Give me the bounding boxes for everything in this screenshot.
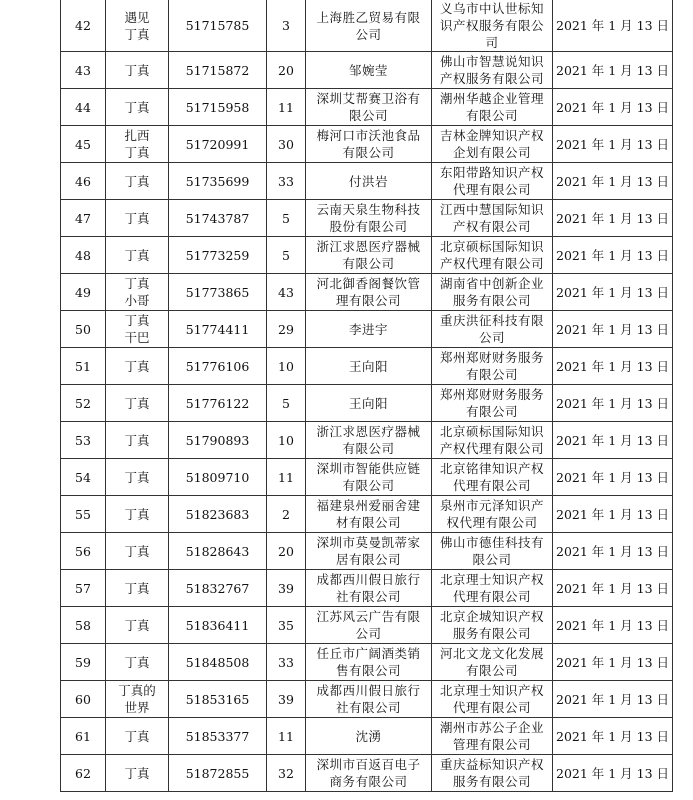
registration-number-cell: 51720991: [169, 126, 267, 163]
registration-number-cell: 51872855: [169, 755, 267, 792]
applicant-cell: 深圳艾帮赛卫浴有 限公司: [306, 89, 432, 126]
applicant-cell: 成都西川假日旅行 社有限公司: [306, 681, 432, 718]
agency-cell: 佛山市德佳科技有 限公司: [432, 533, 553, 570]
date-cell: 2021 年 1 月 13 日: [553, 496, 673, 533]
applicant-cell: 浙江求恩医疗器械 有限公司: [306, 422, 432, 459]
trademark-name-cell: 丁真: [106, 533, 169, 570]
class-cell: 43: [267, 274, 306, 311]
table-row: [61, 52, 673, 89]
trademark-name-cell: 丁真: [106, 718, 169, 755]
row-number-cell: 48: [61, 237, 106, 274]
table-row: [61, 348, 673, 385]
applicant-cell: 深圳市莫曼凯蒂家 居有限公司: [306, 533, 432, 570]
row-number-cell: 49: [61, 274, 106, 311]
registration-number-cell: 51809710: [169, 459, 267, 496]
table-row: [61, 570, 673, 607]
date-cell: 2021 年 1 月 13 日: [553, 200, 673, 237]
table-row: [61, 126, 673, 163]
class-cell: 11: [267, 718, 306, 755]
applicant-cell: 深圳市百返百电子 商务有限公司: [306, 755, 432, 792]
date-cell: 2021 年 1 月 13 日: [553, 681, 673, 718]
agency-cell: 湖南省中创新企业 服务有限公司: [432, 274, 553, 311]
class-cell: 5: [267, 237, 306, 274]
row-number-cell: 46: [61, 163, 106, 200]
row-number-cell: 56: [61, 533, 106, 570]
date-cell: 2021 年 1 月 13 日: [553, 459, 673, 496]
agency-cell: 佛山市智慧说知识 产权服务有限公司: [432, 52, 553, 89]
date-cell: 2021 年 1 月 13 日: [553, 755, 673, 792]
agency-cell: 郑州郑财财务服务 有限公司: [432, 348, 553, 385]
class-cell: 29: [267, 311, 306, 348]
registration-number-cell: 51715958: [169, 89, 267, 126]
applicant-cell: 邹婉莹: [306, 52, 432, 89]
class-cell: 20: [267, 533, 306, 570]
row-number-cell: 55: [61, 496, 106, 533]
row-number-cell: 43: [61, 52, 106, 89]
row-number-cell: 57: [61, 570, 106, 607]
trademark-name-cell: 丁真: [106, 52, 169, 89]
table-row: [61, 681, 673, 718]
agency-cell: 北京硕标国际知识 产权代理有限公司: [432, 422, 553, 459]
trademark-name-cell: 丁真: [106, 200, 169, 237]
row-number-cell: 50: [61, 311, 106, 348]
class-cell: 30: [267, 126, 306, 163]
applicant-cell: 浙江求恩医疗器械 有限公司: [306, 237, 432, 274]
class-cell: 39: [267, 570, 306, 607]
trademark-name-cell: 丁真: [106, 755, 169, 792]
date-cell: 2021 年 1 月 13 日: [553, 533, 673, 570]
class-cell: 33: [267, 163, 306, 200]
row-number-cell: 45: [61, 126, 106, 163]
registration-number-cell: 51735699: [169, 163, 267, 200]
date-cell: 2021 年 1 月 13 日: [553, 0, 673, 52]
trademark-name-cell: 丁真: [106, 385, 169, 422]
applicant-cell: 沈湧: [306, 718, 432, 755]
applicant-cell: 梅河口市沃池食品 有限公司: [306, 126, 432, 163]
class-cell: 33: [267, 644, 306, 681]
class-cell: 3: [267, 0, 306, 52]
class-cell: 10: [267, 348, 306, 385]
registration-number-cell: 51774411: [169, 311, 267, 348]
trademark-name-cell: 丁真: [106, 89, 169, 126]
row-number-cell: 44: [61, 89, 106, 126]
class-cell: 20: [267, 52, 306, 89]
registration-number-cell: 51836411: [169, 607, 267, 644]
class-cell: 11: [267, 89, 306, 126]
row-number-cell: 60: [61, 681, 106, 718]
agency-cell: 义乌市中认世标知 识产权服务有限公 司: [432, 0, 553, 52]
date-cell: 2021 年 1 月 13 日: [553, 311, 673, 348]
applicant-cell: 云南天泉生物科技 股份有限公司: [306, 200, 432, 237]
agency-cell: 郑州郑财财务服务 有限公司: [432, 385, 553, 422]
table-row: [61, 163, 673, 200]
table-row: [61, 385, 673, 422]
registration-number-cell: 51773865: [169, 274, 267, 311]
row-number-cell: 61: [61, 718, 106, 755]
table-row: [61, 718, 673, 755]
trademark-name-cell: 丁真: [106, 422, 169, 459]
table-row: [61, 89, 673, 126]
table-row: [61, 459, 673, 496]
trademark-name-cell: 丁真 小哥: [106, 274, 169, 311]
registration-number-cell: 51743787: [169, 200, 267, 237]
agency-cell: 河北文龙文化发展 有限公司: [432, 644, 553, 681]
row-number-cell: 58: [61, 607, 106, 644]
registration-number-cell: 51715785: [169, 0, 267, 52]
registration-number-cell: 51790893: [169, 422, 267, 459]
agency-cell: 潮州市苏公子企业 管理有限公司: [432, 718, 553, 755]
row-number-cell: 52: [61, 385, 106, 422]
date-cell: 2021 年 1 月 13 日: [553, 422, 673, 459]
registration-number-cell: 51828643: [169, 533, 267, 570]
table-row: [61, 644, 673, 681]
registration-number-cell: 51776122: [169, 385, 267, 422]
class-cell: 39: [267, 681, 306, 718]
date-cell: 2021 年 1 月 13 日: [553, 348, 673, 385]
date-cell: 2021 年 1 月 13 日: [553, 607, 673, 644]
applicant-cell: 上海胜乙贸易有限 公司: [306, 0, 432, 52]
trademark-name-cell: 丁真: [106, 496, 169, 533]
table-row: [61, 0, 673, 52]
date-cell: 2021 年 1 月 13 日: [553, 89, 673, 126]
registration-number-cell: 51853377: [169, 718, 267, 755]
trademark-name-cell: 丁真: [106, 348, 169, 385]
agency-cell: 北京理士知识产权 代理有限公司: [432, 570, 553, 607]
agency-cell: 吉林金牌知识产权 企划有限公司: [432, 126, 553, 163]
registration-number-cell: 51853165: [169, 681, 267, 718]
trademark-name-cell: 丁真: [106, 237, 169, 274]
agency-cell: 北京企城知识产权 服务有限公司: [432, 607, 553, 644]
trademark-table: [60, 0, 673, 792]
trademark-name-cell: 丁真的 世界: [106, 681, 169, 718]
registration-number-cell: 51776106: [169, 348, 267, 385]
row-number-cell: 54: [61, 459, 106, 496]
date-cell: 2021 年 1 月 13 日: [553, 237, 673, 274]
table-row: [61, 274, 673, 311]
registration-number-cell: 51715872: [169, 52, 267, 89]
table-row: [61, 237, 673, 274]
applicant-cell: 李进宇: [306, 311, 432, 348]
row-number-cell: 42: [61, 0, 106, 52]
agency-cell: 重庆益标知识产权 服务有限公司: [432, 755, 553, 792]
trademark-name-cell: 丁真: [106, 607, 169, 644]
registration-number-cell: 51823683: [169, 496, 267, 533]
date-cell: 2021 年 1 月 13 日: [553, 163, 673, 200]
applicant-cell: 河北御香阁餐饮管 理有限公司: [306, 274, 432, 311]
applicant-cell: 付洪岩: [306, 163, 432, 200]
applicant-cell: 深圳市智能供应链 有限公司: [306, 459, 432, 496]
class-cell: 5: [267, 385, 306, 422]
applicant-cell: 任丘市广阔酒类销 售有限公司: [306, 644, 432, 681]
class-cell: 11: [267, 459, 306, 496]
agency-cell: 江西中慧国际知识 产权有限公司: [432, 200, 553, 237]
date-cell: 2021 年 1 月 13 日: [553, 274, 673, 311]
date-cell: 2021 年 1 月 13 日: [553, 718, 673, 755]
date-cell: 2021 年 1 月 13 日: [553, 126, 673, 163]
agency-cell: 北京理士知识产权 代理有限公司: [432, 681, 553, 718]
table-row: [61, 755, 673, 792]
date-cell: 2021 年 1 月 13 日: [553, 644, 673, 681]
trademark-name-cell: 丁真: [106, 459, 169, 496]
table-row: [61, 496, 673, 533]
agency-cell: 重庆洪征科技有限 公司: [432, 311, 553, 348]
agency-cell: 东阳带路知识产权 代理有限公司: [432, 163, 553, 200]
agency-cell: 泉州市元泽知识产 权代理有限公司: [432, 496, 553, 533]
class-cell: 10: [267, 422, 306, 459]
trademark-name-cell: 扎西 丁真: [106, 126, 169, 163]
class-cell: 2: [267, 496, 306, 533]
table-row: [61, 607, 673, 644]
agency-cell: 潮州华越企业管理 有限公司: [432, 89, 553, 126]
class-cell: 5: [267, 200, 306, 237]
class-cell: 35: [267, 607, 306, 644]
table-row: [61, 200, 673, 237]
class-cell: 32: [267, 755, 306, 792]
applicant-cell: 王向阳: [306, 348, 432, 385]
row-number-cell: 47: [61, 200, 106, 237]
registration-number-cell: 51848508: [169, 644, 267, 681]
agency-cell: 北京铭律知识产权 代理有限公司: [432, 459, 553, 496]
row-number-cell: 53: [61, 422, 106, 459]
trademark-name-cell: 丁真 干巴: [106, 311, 169, 348]
trademark-name-cell: 丁真: [106, 644, 169, 681]
row-number-cell: 59: [61, 644, 106, 681]
table-body: [61, 0, 673, 792]
row-number-cell: 62: [61, 755, 106, 792]
applicant-cell: 福建泉州爱丽舍建 材有限公司: [306, 496, 432, 533]
date-cell: 2021 年 1 月 13 日: [553, 570, 673, 607]
date-cell: 2021 年 1 月 13 日: [553, 385, 673, 422]
applicant-cell: 江苏风云广告有限 公司: [306, 607, 432, 644]
applicant-cell: 王向阳: [306, 385, 432, 422]
registration-number-cell: 51832767: [169, 570, 267, 607]
table-row: [61, 533, 673, 570]
applicant-cell: 成都西川假日旅行 社有限公司: [306, 570, 432, 607]
agency-cell: 北京硕标国际知识 产权代理有限公司: [432, 237, 553, 274]
trademark-name-cell: 丁真: [106, 570, 169, 607]
table-row: [61, 422, 673, 459]
trademark-name-cell: 丁真: [106, 163, 169, 200]
trademark-name-cell: 遇见 丁真: [106, 0, 169, 52]
registration-number-cell: 51773259: [169, 237, 267, 274]
date-cell: 2021 年 1 月 13 日: [553, 52, 673, 89]
row-number-cell: 51: [61, 348, 106, 385]
table-row: [61, 311, 673, 348]
